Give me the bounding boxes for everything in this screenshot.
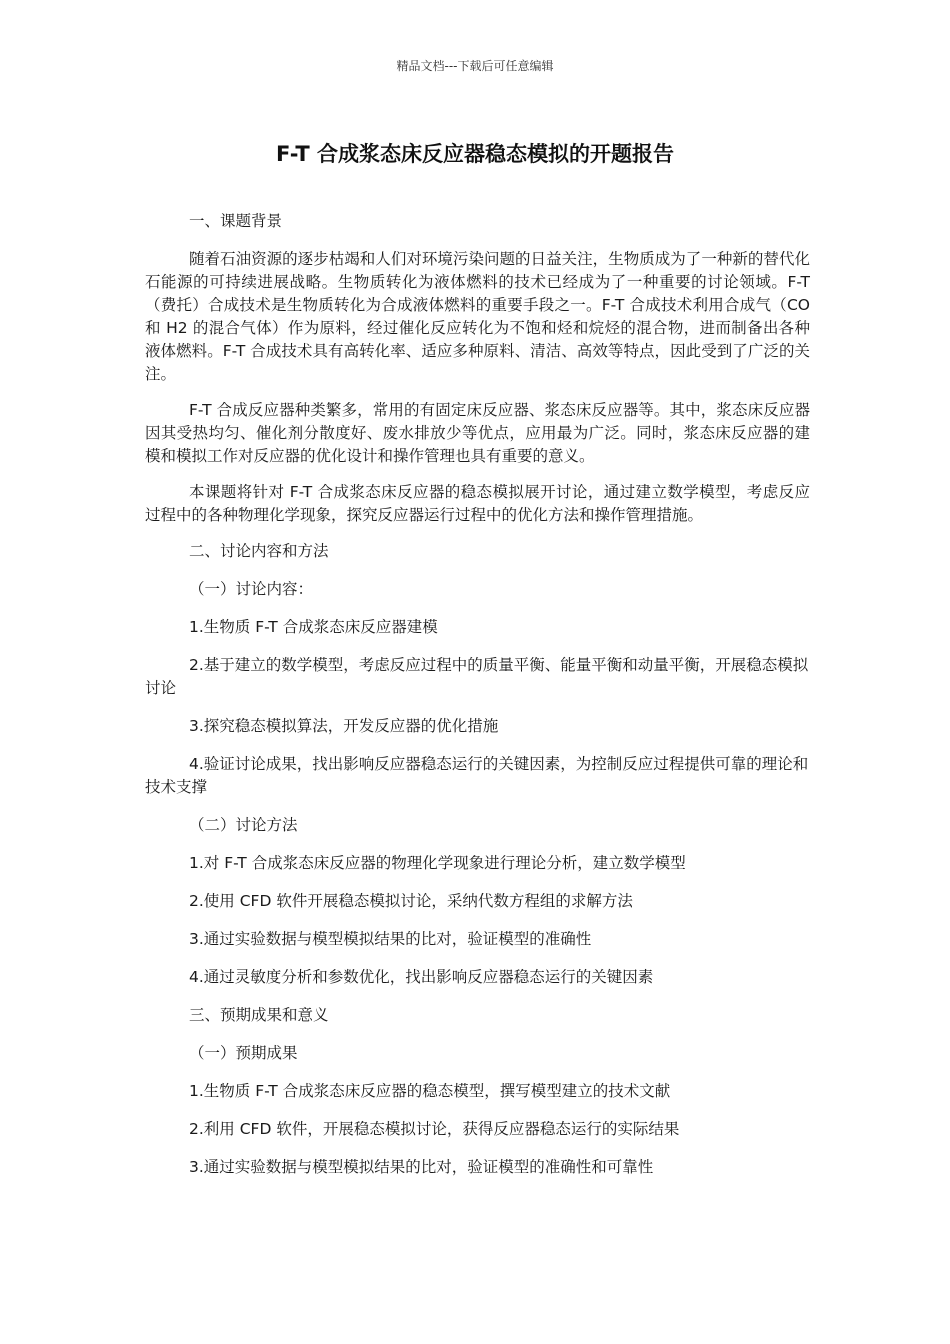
page-header: 精品文档---下载后可任意编辑 (396, 59, 554, 73)
section-heading-outcomes: 三、预期成果和意义 (189, 1006, 329, 1024)
list-item: 4.验证讨论成果，找出影响反应器稳态运行的关键因素，为控制反应过程提供可靠的理论和技术支撑 (145, 755, 809, 796)
document-body (145, 210, 810, 1194)
subsection-heading: （二）讨论方法 (189, 816, 298, 834)
list-item: 1.生物质 F-T 合成浆态床反应器的稳态模型，撰写模型建立的技术文献 (189, 1082, 671, 1100)
document-title: F-T 合成浆态床反应器稳态模拟的开题报告 (276, 142, 674, 166)
list-item: 4.通过灵敏度分析和参数优化，找出影响反应器稳态运行的关键因素 (189, 968, 654, 986)
section-heading-background: 一、课题背景 (189, 212, 283, 230)
list-item: 3.通过实验数据与模型模拟结果的比对，验证模型的准确性和可靠性 (189, 1158, 654, 1176)
list-item: 2.基于建立的数学模型，考虑反应过程中的质量平衡、能量平衡和动量平衡，开展稳态模拟讨论 (145, 656, 809, 697)
list-item: 2.使用 CFD 软件开展稳态模拟讨论，采纳代数方程组的求解方法 (189, 892, 633, 910)
subsection-heading: （一）讨论内容： (189, 580, 314, 598)
paragraph: 本课题将针对 F-T 合成浆态床反应器的稳态模拟展开讨论，通过建立数学模型，考虑反应过程中的各种物理化学现象，探究反应器运行过程中的优化方法和操作管理措施。 (145, 483, 810, 524)
list-item: 3.探究稳态模拟算法，开发反应器的优化措施 (189, 717, 499, 735)
section-heading-research: 二、讨论内容和方法 (189, 542, 329, 560)
list-item: 1.生物质 F-T 合成浆态床反应器建模 (189, 618, 438, 636)
paragraph: F-T 合成反应器种类繁多，常用的有固定床反应器、浆态床反应器等。其中，浆态床反应器因其受热均匀、催化剂分散度好、废水排放少等优点，应用最为广泛。同时，浆态床反应器的建模和模拟工作对反应器的优化设计和操作管理也具有重要的意义。 (145, 401, 810, 465)
list-item: 2.利用 CFD 软件，开展稳态模拟讨论，获得反应器稳态运行的实际结果 (189, 1120, 680, 1138)
paragraph: 随着石油资源的逐步枯竭和人们对环境污染问题的日益关注，生物质成为了一种新的替代化石能源的可持续进展战略。生物质转化为液体燃料的技术已经成为了一种重要的讨论领域。F-T（费托）合成技术是生物质转化为合成液体燃料的重要手段之一。F-T 合成技术利用合成气（CO 和 H2 的混合气体）作为原料，经过催化反应转化为不饱和烃和烷烃的混合物，进而制备出各种液体燃料。F-T 合成技术具有高转化率、适应多种原料、清洁、高效等特点，因此受到了广泛的关注。 (145, 250, 810, 383)
list-item: 1.对 F-T 合成浆态床反应器的物理化学现象进行理论分析，建立数学模型 (189, 854, 686, 872)
list-item: 3.通过实验数据与模型模拟结果的比对，验证模型的准确性 (189, 930, 592, 948)
subsection-heading: （一）预期成果 (189, 1044, 298, 1062)
